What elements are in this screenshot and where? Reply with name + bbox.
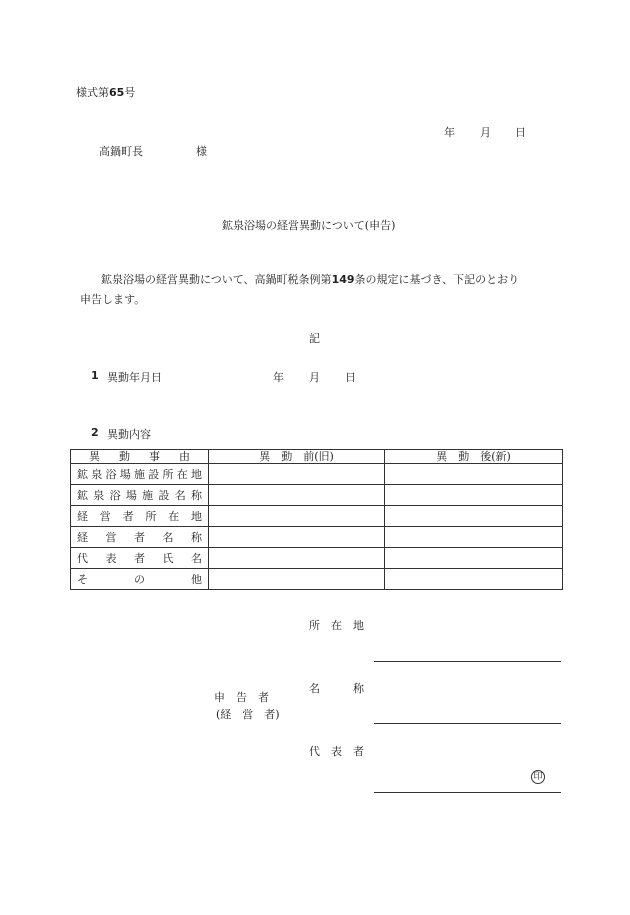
document-title: 鉱泉浴場の経営異動について(申告) <box>222 219 396 232</box>
row-reason-char: 所 <box>162 468 174 481</box>
addressee-name: 高鍋町長 <box>99 145 143 158</box>
before-value-cell[interactable] <box>209 527 385 548</box>
item1-number: 1 <box>91 369 99 382</box>
before-value-cell[interactable] <box>209 485 385 506</box>
row-reason-char: 経 <box>77 531 88 544</box>
row-reason-label <box>71 485 209 506</box>
addressee-honorific: 様 <box>196 145 207 158</box>
address-line <box>374 661 561 662</box>
row-reason-char: 他 <box>191 573 202 586</box>
date-month: 月 <box>480 126 491 139</box>
row-reason-char: 浴 <box>105 468 117 481</box>
change-details-table <box>70 449 563 590</box>
row-reason-char: 在 <box>176 468 188 481</box>
row-reason-char: 施 <box>134 468 145 481</box>
date-day: 日 <box>515 126 526 139</box>
row-reason-char: 地 <box>191 468 202 481</box>
table-row <box>71 506 563 527</box>
header-before: 異 動 前(旧) <box>209 450 385 464</box>
form-number-prefix: 様式第 <box>76 86 109 99</box>
form-number-suffix: 号 <box>124 86 136 99</box>
item1-label: 異動年月日 <box>107 371 162 384</box>
declarant-label: 申 告 者 <box>214 691 269 704</box>
row-reason-char: 名 <box>191 552 202 565</box>
header-after: 異 動 後(新) <box>385 450 563 464</box>
after-value-cell[interactable] <box>385 485 563 506</box>
item2-number: 2 <box>91 426 99 439</box>
row-reason-char: 設 <box>148 468 160 481</box>
address-label: 所 在 地 <box>309 619 364 632</box>
row-reason-char: 称 <box>191 531 202 544</box>
after-value-cell[interactable] <box>385 527 563 548</box>
row-reason-label <box>71 464 209 485</box>
row-reason-char: 設 <box>158 489 170 502</box>
row-reason-char: 代 <box>77 552 88 565</box>
before-value-cell[interactable] <box>209 569 385 590</box>
item1-day: 日 <box>345 371 356 384</box>
name-label: 名 称 <box>309 682 364 695</box>
date-year: 年 <box>444 126 455 139</box>
row-reason-label <box>71 548 209 569</box>
row-reason-char: 地 <box>190 510 202 523</box>
name-line <box>374 723 561 724</box>
header-reason-char: 動 <box>119 450 130 463</box>
row-reason-char: 営 <box>105 531 117 544</box>
row-reason-label <box>71 506 209 527</box>
after-value-cell[interactable] <box>385 569 563 590</box>
declarant-sub: (経 営 者) <box>216 708 280 721</box>
row-reason-char: 施 <box>142 489 154 502</box>
header-reason <box>71 450 209 464</box>
row-reason-char: 所 <box>145 510 157 523</box>
table-header-row <box>71 450 563 464</box>
table-row <box>71 548 563 569</box>
before-value-cell[interactable] <box>209 548 385 569</box>
body-text-b: 条の規定に基づき、下記のとおり <box>354 273 520 286</box>
seal-mark: 印 <box>531 770 545 784</box>
row-reason-char: そ <box>77 573 88 586</box>
before-value-cell[interactable] <box>209 506 385 527</box>
after-value-cell[interactable] <box>385 548 563 569</box>
row-reason-char: 経 <box>77 510 88 523</box>
row-reason-char: 場 <box>119 468 131 481</box>
row-reason-char: 称 <box>190 489 202 502</box>
row-reason-char: 名 <box>162 531 174 544</box>
after-value-cell[interactable] <box>385 506 563 527</box>
header-reason-char: 異 <box>89 450 100 463</box>
table-row <box>71 527 563 548</box>
row-reason-char: 泉 <box>93 489 105 502</box>
row-reason-label <box>71 527 209 548</box>
before-value-cell[interactable] <box>209 464 385 485</box>
row-reason-char: の <box>134 573 145 586</box>
item1-year: 年 <box>273 371 284 384</box>
row-reason-char: 者 <box>134 552 145 565</box>
row-reason-char: 泉 <box>91 468 103 481</box>
row-reason-char: 鉱 <box>77 489 88 502</box>
row-reason-char: 氏 <box>162 552 174 565</box>
table-row <box>71 485 563 506</box>
form-number-value: 65 <box>109 86 125 99</box>
body-line-1 <box>101 271 519 287</box>
row-reason-char: 表 <box>105 552 117 565</box>
item1-month: 月 <box>309 371 320 384</box>
row-reason-char: 営 <box>99 510 111 523</box>
article-number: 149 <box>331 273 355 286</box>
row-reason-char: 者 <box>122 510 134 523</box>
row-reason-label <box>71 569 209 590</box>
table-row <box>71 569 563 590</box>
row-reason-char: 浴 <box>109 489 121 502</box>
header-reason-char: 事 <box>149 450 160 463</box>
body-text-a: 鉱泉浴場の経営異動について、高鍋町税条例第 <box>101 273 332 286</box>
ki-mark: 記 <box>309 332 320 345</box>
row-reason-char: 鉱 <box>77 468 88 481</box>
row-reason-char: 場 <box>125 489 137 502</box>
representative-line <box>374 792 561 793</box>
header-reason-char: 由 <box>179 450 190 463</box>
after-value-cell[interactable] <box>385 464 563 485</box>
row-reason-char: 者 <box>134 531 145 544</box>
table-row <box>71 464 563 485</box>
representative-label: 代 表 者 <box>309 745 364 758</box>
body-line-2: 申告します。 <box>80 293 146 306</box>
form-number <box>76 84 135 100</box>
item2-label: 異動内容 <box>107 428 151 441</box>
row-reason-char: 名 <box>174 489 186 502</box>
row-reason-char: 在 <box>168 510 180 523</box>
